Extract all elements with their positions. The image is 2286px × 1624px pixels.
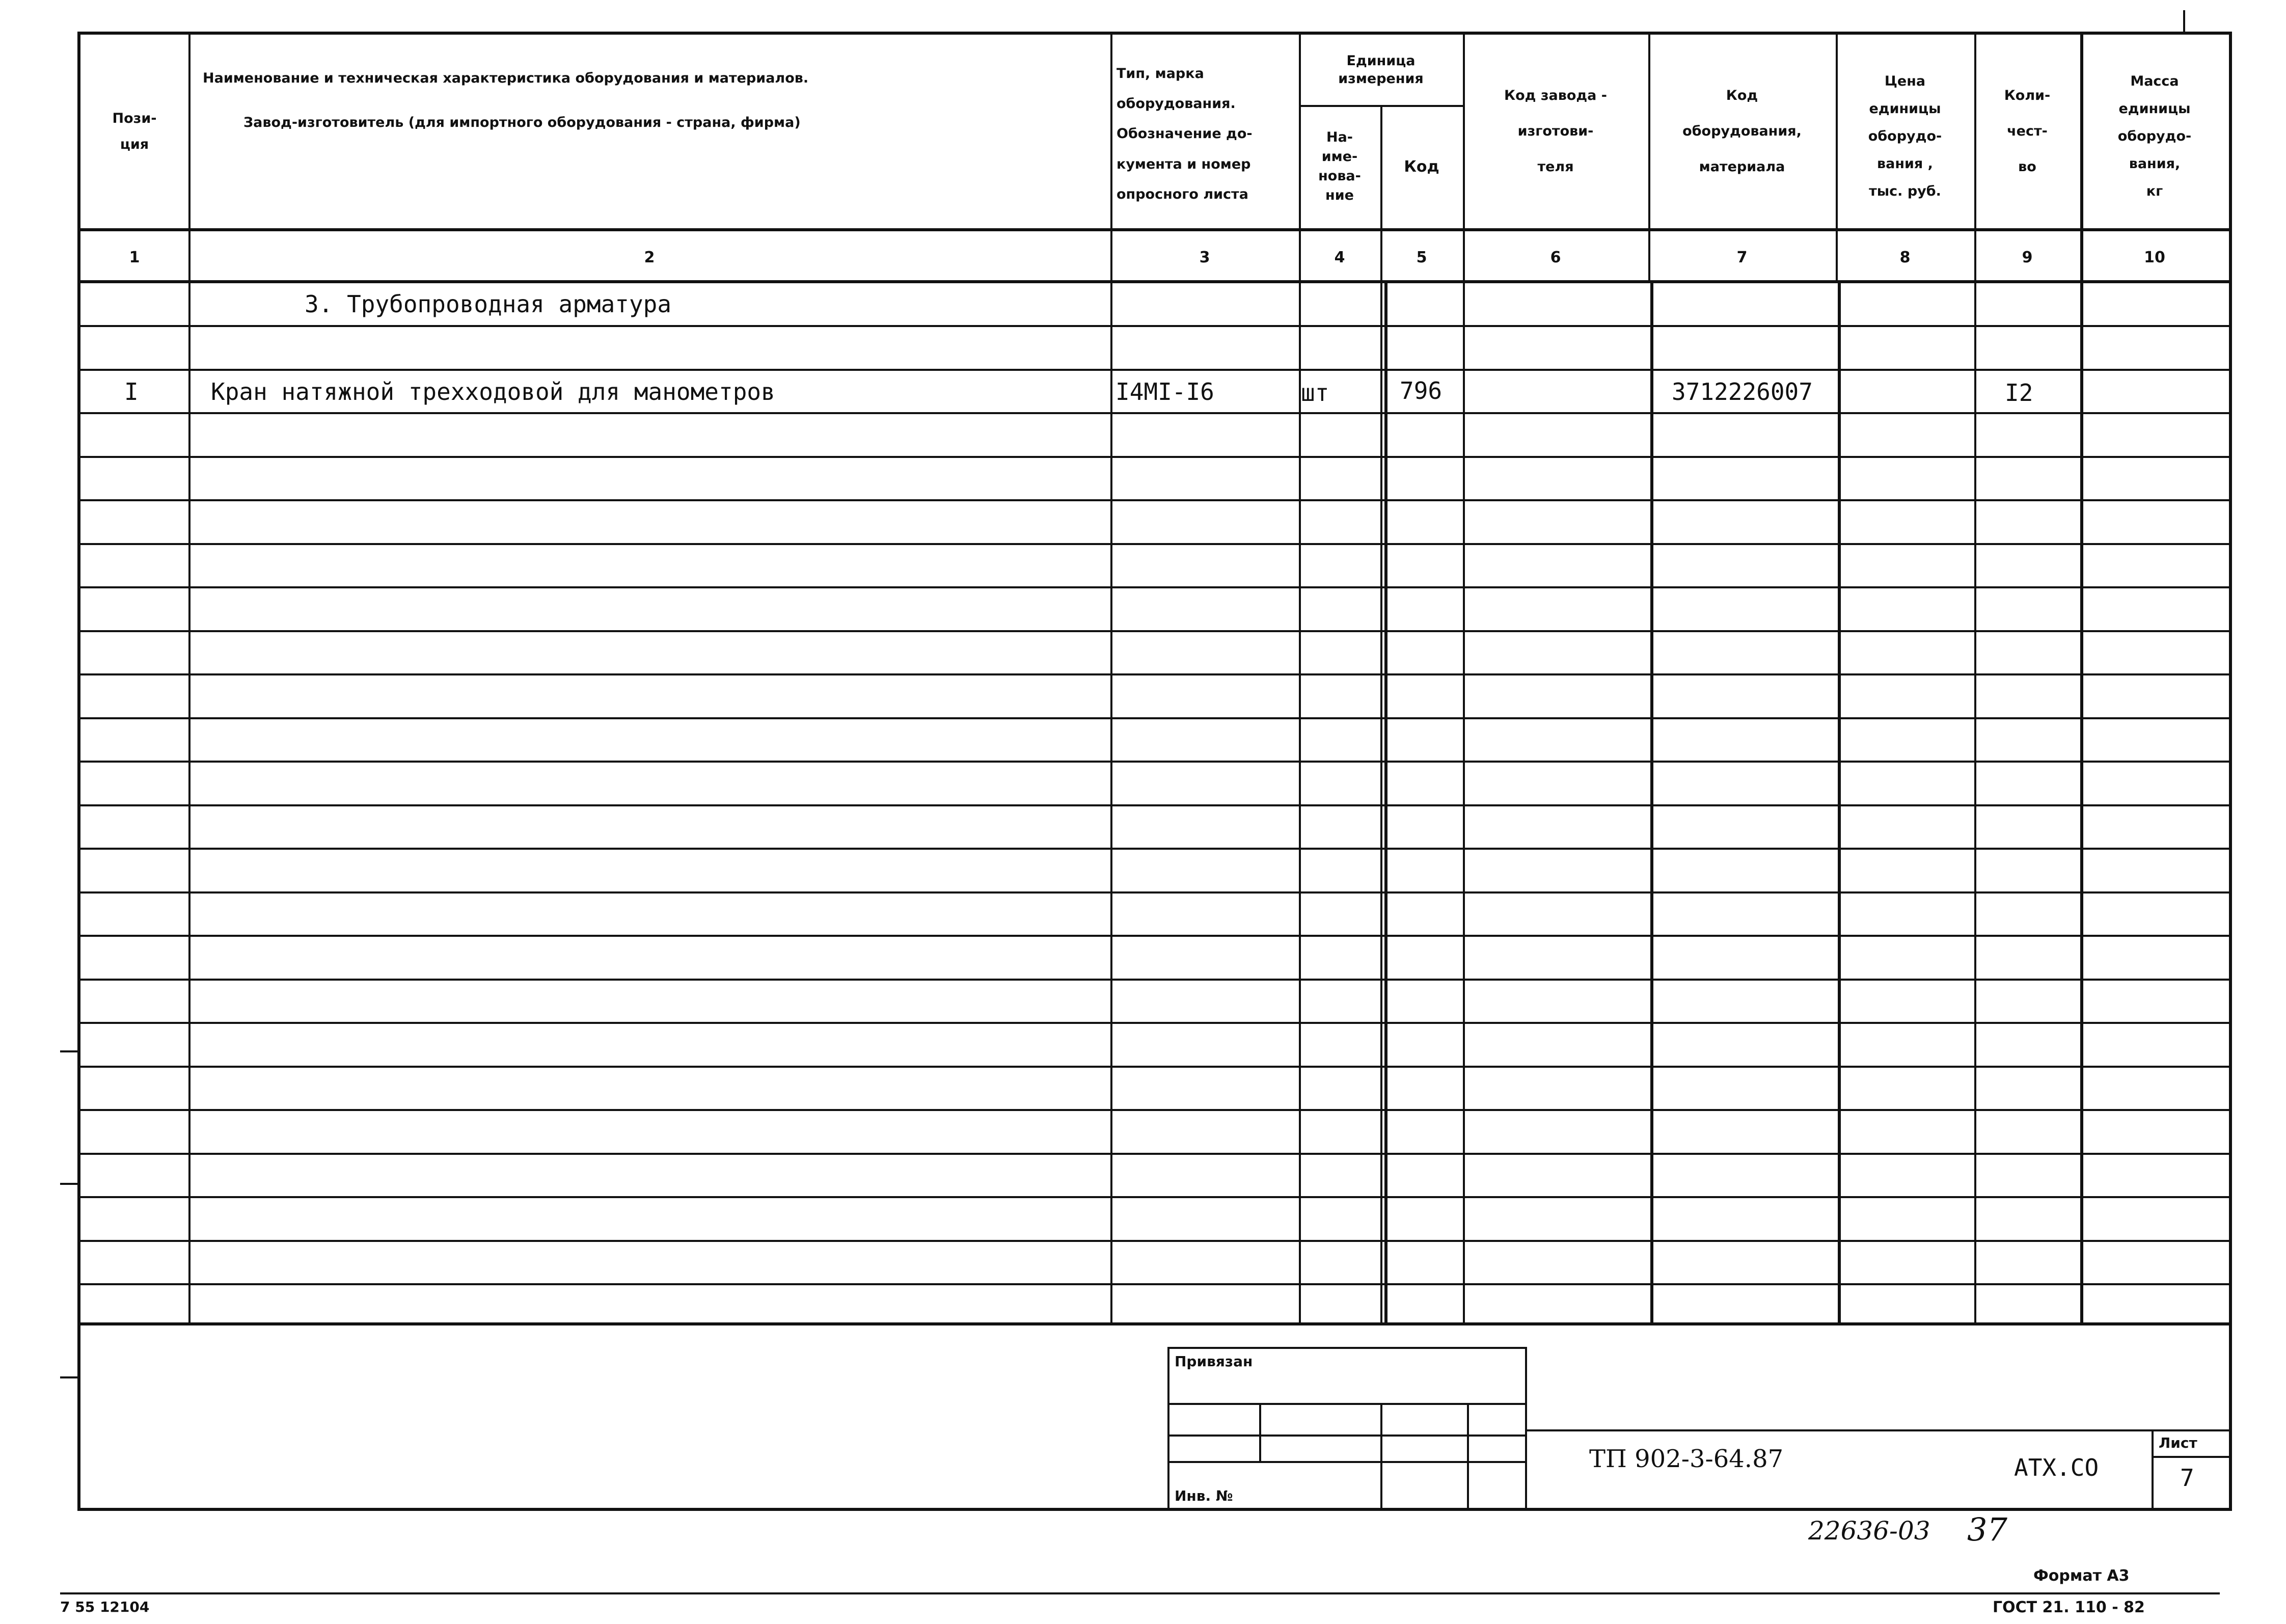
row-line xyxy=(80,848,2229,850)
row-line xyxy=(80,761,2229,763)
footer-rule xyxy=(60,1592,2220,1594)
header-unit-code: Код xyxy=(1404,157,1439,176)
row-line xyxy=(80,673,2229,675)
column-number: 5 xyxy=(1416,248,1427,266)
header-unit: Единица измерения xyxy=(1338,52,1424,87)
row-line xyxy=(80,1109,2229,1111)
header-mass: Масса единицы оборудо- вания, кг xyxy=(2117,73,2192,199)
column-number: 10 xyxy=(2144,248,2165,266)
column-number: 8 xyxy=(1899,248,1911,266)
row-line xyxy=(80,979,2229,981)
row-quantity: I2 xyxy=(2005,379,2033,407)
sheet-number: 7 xyxy=(2180,1464,2194,1492)
row-type: I4MI-I6 xyxy=(1115,378,1214,405)
inventory-number-label: Инв. № xyxy=(1175,1487,1233,1504)
column-number: 6 xyxy=(1550,248,1561,266)
header-factory-code: Код завода - изготови- теля xyxy=(1504,87,1607,175)
column-number: 4 xyxy=(1334,248,1345,266)
row-unit-name: шт xyxy=(1301,379,1329,407)
row-line xyxy=(80,804,2229,806)
row-line xyxy=(80,499,2229,501)
row-line xyxy=(80,935,2229,937)
header-name: Наименование и техническая характеристика оборудования и материалов. Завод-изготовитель (для импортного оборудования - страна, фирма) xyxy=(203,70,809,131)
column-number: 9 xyxy=(2022,248,2033,266)
row-line xyxy=(80,369,2229,371)
handwritten-page: 37 xyxy=(1967,1511,2007,1548)
header-quantity: Коли- чест- во xyxy=(2004,87,2051,175)
row-line xyxy=(80,1153,2229,1155)
document-code: АТХ.СО xyxy=(2014,1454,2099,1481)
section-title: 3. Трубопроводная арматура xyxy=(305,290,672,318)
row-line xyxy=(80,325,2229,327)
row-line xyxy=(80,456,2229,458)
format-label: Формат А3 xyxy=(2033,1567,2130,1585)
column-number: 2 xyxy=(644,248,655,266)
row-line xyxy=(80,586,2229,588)
header-type-mark: Тип, марка оборудования. Обозначение до- кумента и номер опросного листа xyxy=(1117,65,1253,203)
bound-label: Привязан xyxy=(1175,1353,1253,1370)
row-line xyxy=(80,630,2229,632)
header-unit-price: Цена единицы оборудо- вания , тыс. руб. xyxy=(1868,73,1942,199)
specification-table xyxy=(77,32,2232,1511)
column-number: 3 xyxy=(1199,248,1210,266)
row-equipment-code: 3712226007 xyxy=(1672,378,1813,405)
sheet-label: Лист xyxy=(2159,1434,2197,1451)
row-line xyxy=(80,1283,2229,1285)
column-number: 1 xyxy=(129,248,140,266)
row-line xyxy=(80,412,2229,414)
row-line xyxy=(80,1066,2229,1068)
gost-label: ГОСТ 21. 110 - 82 xyxy=(1993,1599,2145,1616)
project-code: ТП 902-3-64.87 xyxy=(1589,1445,1784,1473)
row-line xyxy=(80,1196,2229,1198)
row-unit-code: 796 xyxy=(1400,377,1443,404)
row-line xyxy=(80,891,2229,894)
row-line xyxy=(80,1022,2229,1024)
header-unit-name: На- име- нова- ние xyxy=(1318,129,1361,203)
row-line xyxy=(80,543,2229,545)
row-line xyxy=(80,1240,2229,1242)
print-number: 7 55 12104 xyxy=(60,1599,150,1615)
column-number: 7 xyxy=(1736,248,1748,266)
row-line xyxy=(80,717,2229,719)
header-position: Пози- ция xyxy=(112,110,157,152)
header-equipment-code: Код оборудования, материала xyxy=(1682,87,1802,175)
handwritten-number: 22636-03 xyxy=(1808,1516,1930,1546)
row-name: Кран натяжной трехходовой для манометров xyxy=(211,378,775,405)
row-position: I xyxy=(124,378,139,405)
corner-mark xyxy=(2183,10,2185,33)
